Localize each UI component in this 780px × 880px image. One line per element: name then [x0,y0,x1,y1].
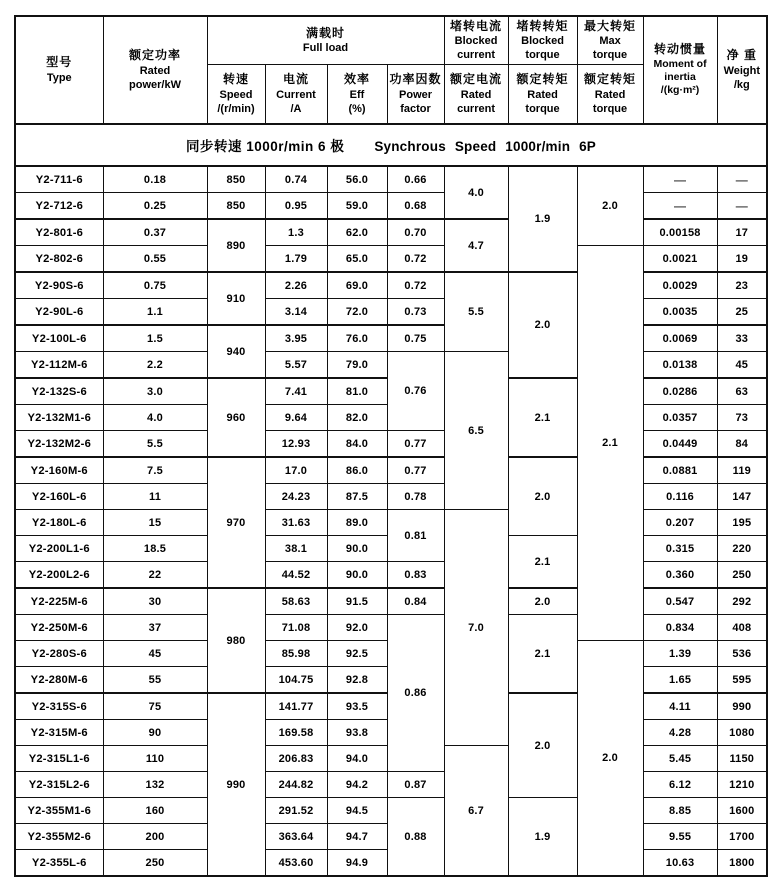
table-cell: 22 [103,562,207,589]
table-cell: 45 [103,641,207,667]
table-cell: 0.95 [265,193,327,220]
table-cell: 58.63 [265,588,327,615]
eff-label-en2: (%) [348,102,366,115]
rated-power-label-en1: Rated [139,64,171,77]
table-cell: 9.64 [265,405,327,431]
table-row [15,193,767,220]
table-cell: Y2-355M1-6 [15,798,103,824]
table-cell: 195 [717,510,767,536]
col-header-blocked-current [444,16,508,65]
motor-spec-table [14,15,768,877]
current-label-zh: 电流 [282,72,309,87]
table-cell: 92.8 [327,667,387,694]
table-cell: 6.5 [444,352,508,510]
table-cell: 86.0 [327,457,387,484]
table-cell: 79.0 [327,352,387,379]
table-cell: 0.0881 [643,457,717,484]
col-header-eff [327,65,387,125]
table-cell: 30 [103,588,207,615]
table-cell: Y2-180L-6 [15,510,103,536]
table-cell: 4.28 [643,720,717,746]
table-cell: 0.66 [387,166,444,193]
table-cell: Y2-802-6 [15,246,103,273]
table-cell: 169.58 [265,720,327,746]
table-cell: 0.87 [387,772,444,798]
table-cell: 3.0 [103,378,207,405]
table-cell: 3.14 [265,299,327,326]
table-cell: 0.74 [265,166,327,193]
table-cell: Y2-355M2-6 [15,824,103,850]
table-cell: 250 [717,562,767,589]
col-header-blocked-torque [508,16,577,65]
table-cell: Y2-280M-6 [15,667,103,694]
table-cell: 0.72 [387,246,444,273]
table-cell: 1.79 [265,246,327,273]
table-cell: 4.0 [103,405,207,431]
table-cell: 220 [717,536,767,562]
table-cell: 250 [103,850,207,877]
table-cell: 363.64 [265,824,327,850]
table-cell: 0.88 [387,798,444,877]
table-cell: 37 [103,615,207,641]
table-cell: 23 [717,272,767,299]
table-cell: Y2-160L-6 [15,484,103,510]
rated-power-label-en2: power/kW [129,78,181,91]
blocked-current-label-en2: current [457,49,495,62]
table-cell: 408 [717,615,767,641]
table-cell: 0.84 [387,588,444,615]
table-cell: 94.7 [327,824,387,850]
table-cell: 2.26 [265,272,327,299]
subtitle-zh: 同步转速 1000r/min 6 极 [186,139,345,154]
table-cell: 940 [207,325,265,378]
table-row [15,615,767,641]
table-cell: 31.63 [265,510,327,536]
table-cell: 92.5 [327,641,387,667]
rated-current-label-zh: 额定电流 [450,72,503,87]
table-cell: 0.00158 [643,219,717,246]
table-cell: 94.9 [327,850,387,877]
table-cell: 0.116 [643,484,717,510]
table-cell: 1.9 [508,798,577,877]
table-cell: 0.547 [643,588,717,615]
table-cell: Y2-315L1-6 [15,746,103,772]
rated-current-label-en2: current [457,102,495,115]
table-cell: 7.0 [444,510,508,746]
table-row [15,272,767,299]
table-cell: 1.1 [103,299,207,326]
table-cell: 94.5 [327,798,387,824]
table-cell: Y2-315M-6 [15,720,103,746]
full-load-label-en: Full load [302,42,349,55]
table-cell: 0.78 [387,484,444,510]
table-cell: 850 [207,193,265,220]
table-cell: 0.0286 [643,378,717,405]
col-header-rated-current [444,65,508,125]
table-cell: 76.0 [327,325,387,352]
table-cell: 200 [103,824,207,850]
table-row [15,798,767,824]
table-cell: 0.75 [387,325,444,352]
table-cell: 0.55 [103,246,207,273]
table-cell: 2.0 [508,588,577,615]
table-cell: 1.9 [508,166,577,272]
table-cell: Y2-355L-6 [15,850,103,877]
table-cell: 850 [207,166,265,193]
table-cell: 87.5 [327,484,387,510]
table-cell: 0.77 [387,431,444,458]
col-header-weight [717,16,767,124]
rated-current-label-en1: Rated [460,88,492,101]
table-cell: 0.834 [643,615,717,641]
empty-value-dash: — [643,166,717,193]
table-cell: 17.0 [265,457,327,484]
table-cell: Y2-90S-6 [15,272,103,299]
table-cell: 11 [103,484,207,510]
table-cell: 0.72 [387,272,444,299]
table-cell: 2.0 [508,272,577,378]
power-factor-label-en1: Power [399,88,433,101]
table-cell: 38.1 [265,536,327,562]
table-cell: 63 [717,378,767,405]
table-cell: 160 [103,798,207,824]
power-factor-label-en2: factor [400,102,431,115]
table-cell: Y2-315L2-6 [15,772,103,798]
blocked-torque-label-en1: Blocked [521,35,564,48]
table-cell: Y2-712-6 [15,193,103,220]
table-cell: 890 [207,219,265,272]
table-cell: 25 [717,299,767,326]
table-cell: 110 [103,746,207,772]
col-header-rated-torque-2 [577,65,643,125]
table-cell: Y2-112M-6 [15,352,103,379]
table-row [15,166,767,193]
table-row [15,484,767,510]
empty-value-dash: — [717,166,767,193]
table-cell: Y2-90L-6 [15,299,103,326]
table-cell: 90.0 [327,536,387,562]
table-cell: 2.1 [508,536,577,589]
table-row [15,352,767,379]
col-header-rated-power [103,16,207,124]
current-label-en2: /A [290,102,302,115]
table-row [15,562,767,589]
table-cell: 141.77 [265,693,327,720]
current-label-en1: Current [276,88,316,101]
table-cell: 0.360 [643,562,717,589]
table-cell: 2.1 [508,378,577,457]
table-cell: 0.76 [387,352,444,431]
table-cell: 62.0 [327,219,387,246]
table-cell: 0.0035 [643,299,717,326]
col-header-speed [207,65,265,125]
inertia-label-en1: Moment of [653,57,707,70]
table-cell: 0.18 [103,166,207,193]
table-cell: Y2-801-6 [15,219,103,246]
table-cell: 18.5 [103,536,207,562]
table-cell: 5.57 [265,352,327,379]
table-cell: 2.1 [577,246,643,641]
table-cell: 5.45 [643,746,717,772]
table-cell: 10.63 [643,850,717,877]
table-cell: 1.65 [643,667,717,694]
blocked-torque-label-zh: 堵转转矩 [516,18,569,33]
table-cell: 1210 [717,772,767,798]
table-cell: 990 [717,693,767,720]
table-cell: 15 [103,510,207,536]
table-cell: Y2-200L2-6 [15,562,103,589]
table-cell: Y2-225M-6 [15,588,103,615]
rated-torque2-label-zh: 额定转矩 [584,72,637,87]
table-cell: 244.82 [265,772,327,798]
table-cell: 1.39 [643,641,717,667]
table-row [15,510,767,536]
table-row [15,325,767,352]
blocked-current-label-en1: Blocked [454,35,498,48]
table-cell: 92.0 [327,615,387,641]
table-cell: 0.37 [103,219,207,246]
table-cell: 0.207 [643,510,717,536]
table-cell: 119 [717,457,767,484]
weight-label-en1: Weight [723,64,761,77]
max-torque-label-en1: Max [599,35,621,48]
type-label-zh: 型号 [46,55,73,70]
table-cell: 0.0021 [643,246,717,273]
table-cell: Y2-280S-6 [15,641,103,667]
table-cell: 12.93 [265,431,327,458]
table-cell: 2.0 [508,457,577,536]
table-cell: Y2-100L-6 [15,325,103,352]
subtitle-en: Synchrous Speed 1000r/min 6P [374,139,597,154]
table-cell: Y2-711-6 [15,166,103,193]
table-cell: 0.0138 [643,352,717,379]
table-row [15,219,767,246]
max-torque-label-en2: torque [592,49,628,62]
table-cell: 1700 [717,824,767,850]
table-cell: 93.8 [327,720,387,746]
table-cell: 1150 [717,746,767,772]
table-row [15,299,767,326]
table-cell: 970 [207,457,265,588]
table-cell: 94.2 [327,772,387,798]
table-cell: Y2-160M-6 [15,457,103,484]
table-cell: 55 [103,667,207,694]
table-cell: 132 [103,772,207,798]
rated-power-label-zh: 额定功率 [128,48,181,63]
table-cell: 0.75 [103,272,207,299]
table-cell: 17 [717,219,767,246]
table-cell: 44.52 [265,562,327,589]
speed-label-en1: Speed [219,88,253,101]
table-cell: 5.5 [444,272,508,352]
table-cell: 72.0 [327,299,387,326]
table-cell: Y2-200L1-6 [15,536,103,562]
table-cell: 0.0357 [643,405,717,431]
table-cell: 910 [207,272,265,325]
table-cell: Y2-132M1-6 [15,405,103,431]
table-cell: 980 [207,588,265,693]
table-cell: 0.68 [387,193,444,220]
speed-label-en2: /(r/min) [217,102,255,115]
table-cell: 9.55 [643,824,717,850]
table-cell: 2.2 [103,352,207,379]
table-cell: 2.1 [508,615,577,694]
table-cell: 0.81 [387,510,444,562]
table-cell: 2.0 [577,166,643,246]
table-cell: 6.7 [444,746,508,877]
table-cell: 82.0 [327,405,387,431]
table-cell: 85.98 [265,641,327,667]
rated-torque1-label-zh: 额定转矩 [516,72,569,87]
table-cell: 91.5 [327,588,387,615]
table-cell: 0.0029 [643,272,717,299]
col-header-full-load [207,16,444,65]
col-header-power-factor [387,65,444,125]
table-cell: 84 [717,431,767,458]
blocked-current-label-zh: 堵转电流 [450,18,503,33]
table-cell: 291.52 [265,798,327,824]
table-cell: 292 [717,588,767,615]
table-row [15,588,767,615]
table-cell: 94.0 [327,746,387,772]
eff-label-en1: Eff [349,88,365,101]
weight-label-zh: 净 重 [726,48,757,63]
full-load-label-zh: 满载时 [306,25,346,40]
col-header-max-torque [577,16,643,65]
inertia-label-en2: inertia [664,70,696,83]
rated-torque2-label-en1: Rated [594,88,626,101]
col-header-current [265,65,327,125]
table-cell: 65.0 [327,246,387,273]
table-cell: 147 [717,484,767,510]
col-header-rated-torque-1 [508,65,577,125]
table-cell: 0.315 [643,536,717,562]
type-label-en: Type [46,71,72,84]
inertia-label-zh: 转动惯量 [654,42,707,57]
rated-torque2-label-en2: torque [592,102,628,115]
table-cell: 1.5 [103,325,207,352]
table-row [15,457,767,484]
table-cell: 0.0449 [643,431,717,458]
table-cell: 990 [207,693,265,876]
weight-label-en2: /kg [733,78,750,91]
table-cell: 0.70 [387,219,444,246]
table-cell: 0.77 [387,457,444,484]
table-cell: 0.86 [387,615,444,772]
col-header-inertia [643,16,717,124]
eff-label-zh: 效率 [343,72,370,87]
table-header [15,16,767,166]
rated-torque1-label-en2: torque [525,102,560,115]
table-cell: 71.08 [265,615,327,641]
empty-value-dash: — [717,193,767,220]
section-subtitle [15,124,767,166]
table-cell: 45 [717,352,767,379]
table-row [15,431,767,458]
inertia-label-en3: /(kg·m²) [660,84,700,97]
table-cell: 7.5 [103,457,207,484]
table-row [15,246,767,273]
rated-torque1-label-en1: Rated [527,88,558,101]
table-cell: 6.12 [643,772,717,798]
power-factor-label-zh: 功率因数 [389,72,442,87]
max-torque-label-zh: 最大转矩 [584,18,637,33]
spec-table-body [15,166,767,876]
table-cell: 1.3 [265,219,327,246]
table-cell: 89.0 [327,510,387,536]
table-cell: 595 [717,667,767,694]
table-cell: 0.0069 [643,325,717,352]
table-cell: 3.95 [265,325,327,352]
col-header-type [15,16,103,124]
table-cell: 536 [717,641,767,667]
table-cell: 0.25 [103,193,207,220]
table-cell: 4.0 [444,166,508,219]
table-cell: 19 [717,246,767,273]
table-cell: 24.23 [265,484,327,510]
table-cell: 73 [717,405,767,431]
table-row [15,772,767,798]
table-cell: 1080 [717,720,767,746]
table-cell: 5.5 [103,431,207,458]
table-cell: 2.0 [508,693,577,798]
table-cell: 0.73 [387,299,444,326]
table-cell: 93.5 [327,693,387,720]
table-cell: 75 [103,693,207,720]
table-cell: 960 [207,378,265,457]
table-cell: 90 [103,720,207,746]
table-cell: Y2-132S-6 [15,378,103,405]
table-cell: Y2-132M2-6 [15,431,103,458]
table-cell: 90.0 [327,562,387,589]
table-cell: 453.60 [265,850,327,877]
table-cell: 1600 [717,798,767,824]
table-cell: 59.0 [327,193,387,220]
empty-value-dash: — [643,193,717,220]
table-cell: 4.7 [444,219,508,272]
table-cell: 7.41 [265,378,327,405]
table-cell: 33 [717,325,767,352]
table-cell: 206.83 [265,746,327,772]
table-cell: 56.0 [327,166,387,193]
table-cell: 104.75 [265,667,327,694]
table-cell: 81.0 [327,378,387,405]
table-cell: 1800 [717,850,767,877]
speed-label-zh: 转速 [222,72,249,87]
table-cell: 2.0 [577,641,643,877]
table-cell: 4.11 [643,693,717,720]
table-cell: Y2-315S-6 [15,693,103,720]
table-cell: 0.83 [387,562,444,589]
table-cell: Y2-250M-6 [15,615,103,641]
blocked-torque-label-en2: torque [525,49,560,62]
table-cell: 69.0 [327,272,387,299]
table-cell: 8.85 [643,798,717,824]
table-cell: 84.0 [327,431,387,458]
